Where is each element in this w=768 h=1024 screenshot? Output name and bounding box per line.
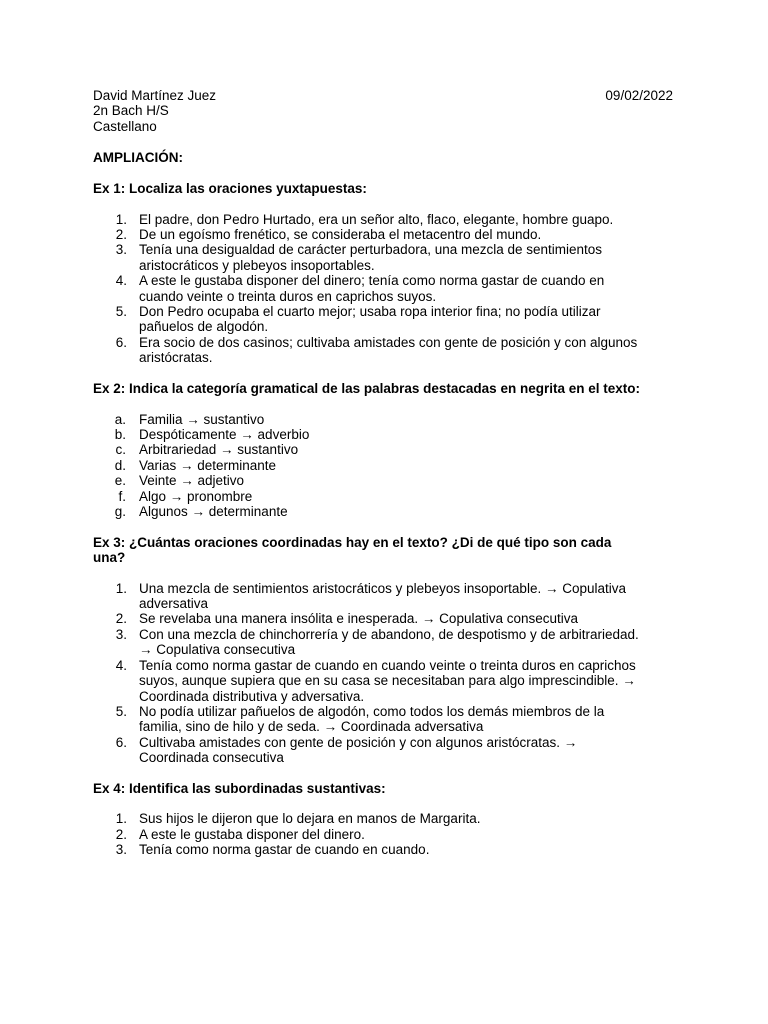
list-item-text: aristocráticos y plebeyos insoportables. [139, 257, 375, 273]
list-item [93, 811, 673, 826]
list-item [93, 627, 673, 658]
exercise-3-list [93, 581, 673, 766]
list-item-text: cuando veinte o treinta duros en caprichos suyos. [139, 288, 437, 304]
document-date: 09/02/2022 [605, 88, 673, 103]
list-item-number: 2. [115, 826, 127, 842]
list-item [93, 611, 673, 626]
exercise-1-list [93, 212, 673, 366]
exercise-3-heading-line: Ex 3: ¿Cuántas oraciones coordinadas hay en el texto? ¿Di de qué tipo son cada [93, 534, 612, 550]
exercise-3-heading [93, 535, 673, 566]
list-item-text: Sus hijos le dijeron que lo dejara en manos de Margarita. [139, 811, 481, 827]
list-item-text: A este le gustaba disponer del dinero; tenía como norma gastar de cuando en [139, 273, 605, 289]
document-page [93, 88, 673, 858]
list-item-number: 6. [115, 734, 127, 750]
list-item-number: 1. [115, 211, 127, 227]
subject-label: Castellano [93, 118, 157, 134]
exercise-1-heading: Ex 1: Localiza las oraciones yuxtapuestas: [93, 181, 367, 197]
list-item-text: Algo → pronombre [139, 488, 253, 504]
list-item-text: Tenía una desigualdad de carácter perturbadora, una mezcla de sentimientos [139, 242, 603, 258]
list-item-text: pañuelos de algodón. [139, 319, 269, 335]
exercise-4-heading: Ex 4: Identifica las subordinadas sustantivas: [93, 781, 386, 797]
list-item-number: f. [118, 488, 126, 504]
list-item [93, 581, 673, 612]
list-item [93, 473, 673, 488]
list-item [93, 242, 673, 273]
list-item-text: Cultivaba amistades con gente de posición y con algunos aristócratas. → [139, 734, 578, 750]
list-item [93, 304, 673, 335]
list-item-number: b. [114, 426, 126, 442]
list-item-text: Era socio de dos casinos; cultivaba amistades con gente de posición y con algunos [139, 334, 638, 350]
list-item-text: Arbitrariedad → sustantivo [139, 442, 299, 458]
list-item-text: Algunos → determinante [139, 503, 288, 519]
exercise-4-list [93, 811, 673, 857]
list-item [93, 212, 673, 227]
author-name: David Martínez Juez [93, 88, 217, 103]
list-item-text: adversativa [139, 596, 209, 612]
list-item [93, 412, 673, 427]
list-item-text: aristócratas. [139, 350, 213, 366]
list-item-text: → Copulativa consecutiva [139, 642, 296, 658]
header-row [93, 88, 673, 103]
list-item-number: 5. [115, 303, 127, 319]
list-item [93, 658, 673, 704]
list-item [93, 273, 673, 304]
list-item-text: Tenía como norma gastar de cuando en cuando. [139, 842, 430, 858]
list-item [93, 458, 673, 473]
list-item [93, 504, 673, 519]
list-item [93, 489, 673, 504]
list-item-text: Familia → sustantivo [139, 411, 265, 427]
list-item-text: Con una mezcla de chinchorrería y de abandono, de despotismo y de arbitrariedad. [139, 626, 639, 642]
list-item-number: e. [114, 473, 126, 489]
list-item-text: Una mezcla de sentimientos aristocráticos y plebeyos insoportable. → Copulativa [139, 580, 626, 596]
exercise-2-list [93, 412, 673, 520]
exercise-3-heading-line: una? [93, 550, 126, 566]
document-title: AMPLIACIÓN: [93, 150, 183, 166]
list-item-text: A este le gustaba disponer del dinero. [139, 826, 365, 842]
list-item-number: 6. [115, 334, 127, 350]
exercise-2-heading: Ex 2: Indica la categoría gramatical de las palabras destacadas en negrita en el texto: [93, 381, 640, 397]
list-item-number: d. [114, 457, 126, 473]
list-item [93, 827, 673, 842]
list-item-text: Don Pedro ocupaba el cuarto mejor; usaba ropa interior fina; no podía utilizar [139, 303, 601, 319]
list-item-text: El padre, don Pedro Hurtado, era un señor alto, flaco, elegante, hombre guapo. [139, 211, 614, 227]
course-label: 2n Bach H/S [93, 103, 169, 119]
list-item-text: familia, sino de hilo y de seda. → Coordinada adversativa [139, 719, 484, 735]
list-item-text: Se revelaba una manera insólita e inesperada. → Copulativa consecutiva [139, 611, 579, 627]
list-item-text: Despóticamente → adverbio [139, 426, 310, 442]
list-item [93, 842, 673, 857]
list-item-number: 4. [115, 657, 127, 673]
list-item-number: 3. [115, 842, 127, 858]
list-item-text: Varias → determinante [139, 457, 277, 473]
list-item-number: 4. [115, 273, 127, 289]
list-item [93, 227, 673, 242]
list-item [93, 427, 673, 442]
list-item [93, 704, 673, 735]
list-item-text: Coordinada consecutiva [139, 750, 284, 766]
list-item [93, 735, 673, 766]
list-item-number: c. [115, 442, 126, 458]
list-item-number: 3. [115, 626, 127, 642]
list-item-number: 5. [115, 703, 127, 719]
list-item-text: Coordinada distributiva y adversativa. [139, 688, 365, 704]
list-item-text: suyos, aunque supiera que en su casa se necesitaban para algo imprescindible. → [139, 673, 636, 689]
list-item-text: De un egoísmo frenético, se consideraba el metacentro del mundo. [139, 226, 542, 242]
list-item [93, 442, 673, 457]
list-item-number: 1. [115, 580, 127, 596]
list-item-text: Veinte → adjetivo [139, 473, 245, 489]
list-item [93, 335, 673, 366]
list-item-number: 3. [115, 242, 127, 258]
list-item-text: Tenía como norma gastar de cuando en cuando veinte o treinta duros en caprichos [139, 657, 636, 673]
list-item-number: g. [114, 503, 126, 519]
list-item-number: a. [114, 411, 126, 427]
list-item-text: No podía utilizar pañuelos de algodón, como todos los demás miembros de la [139, 703, 605, 719]
list-item-number: 1. [115, 811, 127, 827]
list-item-number: 2. [115, 226, 127, 242]
list-item-number: 2. [115, 611, 127, 627]
